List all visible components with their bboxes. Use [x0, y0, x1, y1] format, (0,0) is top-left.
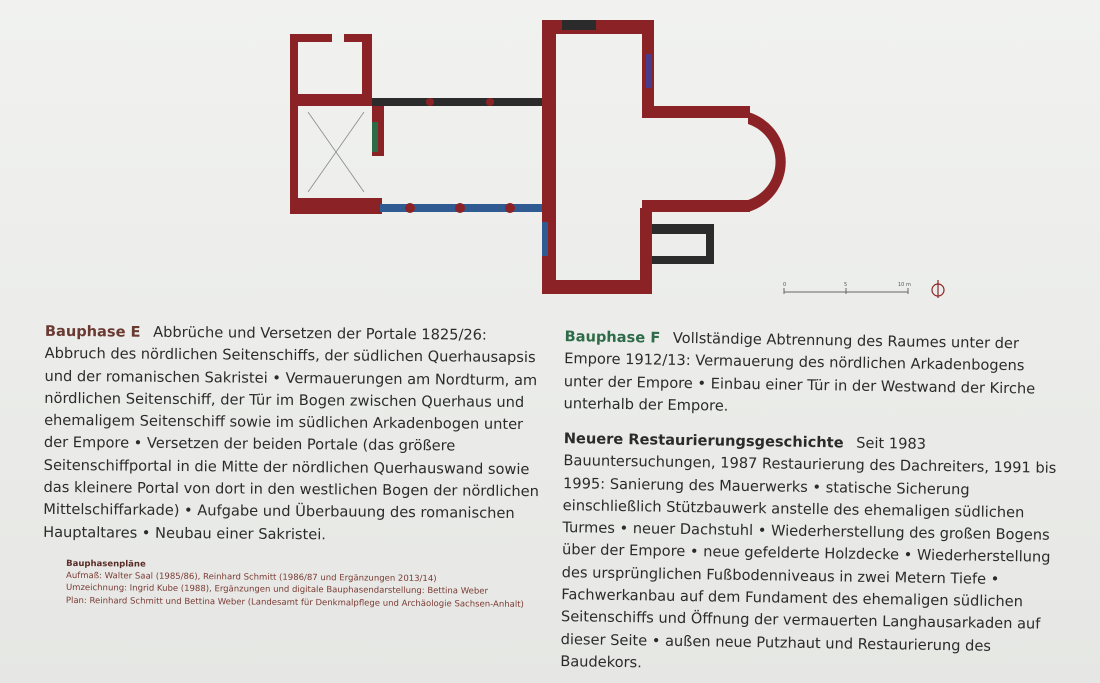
credits-line: Umzeichnung: Ingrid Kube (1988), Ergänzungen und digitale Bauphasendarstellung: Bettina Weber [65, 583, 489, 597]
transept-walls [542, 20, 654, 294]
choir-north-wall [642, 106, 750, 118]
credits-line: Aufmaß: Walter Saal (1985/86), Reinhard Schmitt (1986/87 und Ergänzungen 2013/14) [66, 571, 437, 585]
restoration-heading: Neuere Restaurierungsgeschichte [563, 430, 844, 452]
pier [486, 98, 494, 106]
transept-north-wall [542, 20, 654, 34]
west-wall [290, 34, 298, 214]
phase-e-heading: Bauphase E [44, 322, 141, 341]
transept-south-wall [542, 280, 652, 294]
credits-title: Bauphasenpläne [66, 558, 146, 570]
pier [405, 203, 415, 213]
transept-east-wall-south [640, 208, 652, 294]
west-bay-south-wall [290, 198, 382, 214]
tower-notch [332, 34, 344, 44]
nave-north-wall [372, 98, 550, 106]
transept-north-dark [562, 20, 596, 30]
north-tower-north-wall [290, 34, 370, 42]
choir-south-wall [642, 200, 750, 212]
phase-f-text [563, 326, 1064, 423]
phase-f-heading: Bauphase F [564, 328, 661, 347]
pier [426, 98, 434, 106]
pier [455, 203, 465, 213]
restoration-text [560, 428, 1064, 681]
credits-line: Plan: Reinhard Schmitt und Bettina Weber (Landesamt für Denkmalpflege und Archäologie Sachsen-Anhalt) [65, 595, 524, 610]
plan-credits [66, 558, 546, 611]
scale-label-10: 10 m [898, 282, 911, 288]
church-floor-plan [280, 12, 810, 302]
purple-infill [646, 54, 652, 88]
phase-f-body: Vollständige Abtrennung des Raumes unter der Empore 1912/13: Vermauerung des nördlichen Arkadenbogens unter der Empore • Einbau einer Tür in der Westwand der Kirche unterhalb der Empore. [563, 329, 1036, 415]
blue-infill [542, 222, 548, 256]
choir-walls [642, 106, 786, 264]
sacristy-south-wall [652, 256, 714, 264]
scale-bar [780, 278, 960, 300]
pier [505, 203, 515, 213]
phase-e-body: Abbrüche und Versetzen der Portale 1825/26: Abbruch des nördlichen Seitenschiffs, der südlichen Querhausapsis und der romanischen Sakristei • Vermauerungen am Nordturm, am nördlichen Seitenschiff, der Tür im Bogen zwischen Querhaus und ehemaligem Seitenschiff sowie im südlichen Arkadenbogen unter der Empore • Versetzen der beiden Portale (das größere Seitenschiffportal in die Mitte der nördlichen Querhauswand sowie das kleinere Portal von dort in den westlichen Bogen der nördlichen Mittelschiffarkade) • Aufgabe und Überbauung des romanischen Hauptaltares • Neubau einer Sakristei. [43, 323, 539, 543]
north-arrow-icon [932, 280, 944, 298]
restoration-body: Seit 1983 Bauuntersuchungen, 1987 Restaurierung des Dachreiters, 1991 bis 1995: Sanierung des Mauerwerks • statische Sicherung einschließlich Stützbauwerk anstelle des ehemaligen südlichen Turmes • neuer Dachstuhl • Wiederherstellung des großen Bogens über der Empore • neue gefelderte Holzdecke • Wiederherstellung des ursprünglichen Fußbodenniveaus in zwei Metern Tiefe • Fachwerkanbau auf dem Fundament des ehemaligen südlichen Seitenschiffs und Öffnung der vermauerten Langhausarkaden auf dieser Seite • außen neue Putzhaut und Restaurierung des Baudekors. [560, 434, 1057, 672]
scale-label-0: 0 [783, 282, 787, 288]
green-infill [372, 122, 378, 152]
scale-label-5: 5 [844, 282, 848, 288]
nave-walls [290, 34, 550, 214]
apse [748, 112, 786, 212]
phase-e-text [43, 321, 545, 548]
sacristy-north-wall [652, 224, 714, 234]
tower-south-wall [290, 94, 372, 106]
